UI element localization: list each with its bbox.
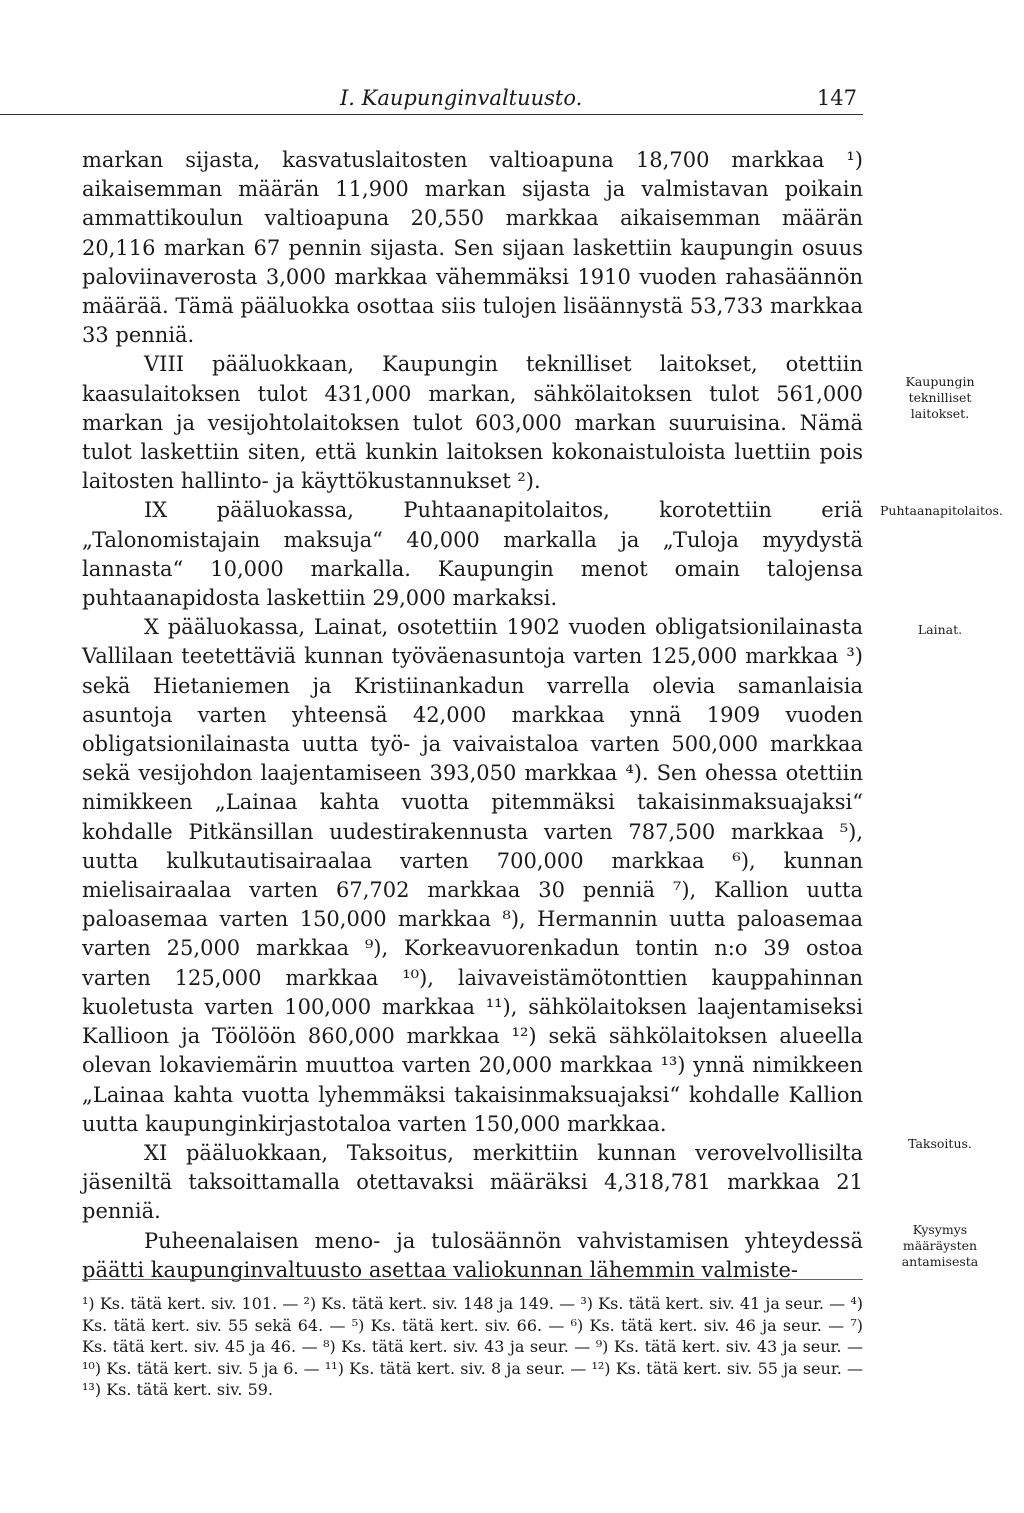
paragraph: Puheenalaisen meno- ja tulosäännön vahvistamisen yhteydessä päätti kaupunginvaltuusto asettaa valiokunnan lähemmin valmiste- bbox=[82, 1228, 863, 1282]
footnote-separator bbox=[82, 1279, 863, 1280]
page-number: 147 bbox=[816, 86, 857, 110]
page-header bbox=[82, 86, 863, 116]
paragraph: XI pääluokkaan, Taksoitus, merkittiin kunnan verovelvollisilta jäseniltä taksoittamalla otettavaksi määräksi 4,318,781 markkaa 21 penniä. bbox=[82, 1140, 863, 1224]
margin-note: Puhtaanapitolaitos. bbox=[880, 503, 1003, 518]
margin-note: Kysymys määräysten antamisesta bbox=[901, 1222, 979, 1269]
running-title: I. Kaupunginvaltuusto. bbox=[340, 86, 583, 110]
paragraph: markan sijasta, kasvatuslaitosten valtioapuna 18,700 markkaa ¹) aikaisemman määrän 11,900 markan sijasta ja valmistavan poikain ammattikoulun valtioapuna 20,550 markkaa aikaisemman määrän 20,116 markan 67 pennin sijasta. Sen sijaan laskettiin kaupungin osuus paloviinaverosta 3,000 markkaa vähemmäksi 1910 vuoden rahasäännön määrää. Tämä pääluokka osottaa siis tulojen lisäännystä 53,733 markkaa 33 penniä. bbox=[82, 148, 863, 348]
header-rule bbox=[0, 114, 863, 115]
paragraph: VIII pääluokkaan, Kaupungin teknilliset laitokset, otettiin kaasulaitoksen tulot 431,000 markan, sähkölaitoksen tulot 561,000 markan ja vesijohtolaitoksen tulot 603,000 markan suuruisina. Nämä tulot laskettiin siten, että kunkin laitoksen kokonaistuloista luettiin pois laitosten hallinto- ja käyttökustannukset ²). bbox=[82, 352, 863, 494]
margin-note: Lainat. bbox=[917, 622, 963, 637]
paragraph: X pääluokassa, Lainat, osotettiin 1902 vuoden obligatsionilainasta Vallilaan teetettäviä kunnan työväenasuntoja varten 125,000 markkaa ³) sekä Hietaniemen ja Kristiinankadun varrella olevia samanlaisia asuntoja varten yhteensä 42,000 markkaa ynnä 1909 vuoden obligatsionilainasta uutta työ- ja vaivaistaloa varten 500,000 markkaa sekä vesijohdon laajentamiseen 393,050 markkaa ⁴). Sen ohessa otettiin nimikkeen „Lainaa kahta vuotta pitemmäksi takaisinmaksuajaksi“ kohdalle Pitkänsillan uudestirakennusta varten 787,500 markkaa ⁵), uutta kulkutautisairaalaa varten 700,000 markkaa ⁶), kunnan mielisairaalaa varten 67,702 markkaa 30 penniä ⁷), Kallion uutta paloasemaa varten 150,000 markkaa ⁸), Hermannin uutta paloasemaa varten 25,000 markkaa ⁹), Korkeavuorenkadun tontin n:o 39 ostoa varten 125,000 markkaa ¹⁰), laivaveistämötonttien kauppahinnan kuoletusta varten 100,000 markkaa ¹¹), sähkölaitoksen laajentamiseksi Kallioon ja Töölöön 860,000 markkaa ¹²) sekä sähkölaitoksen alueella olevan lokaviemärin muuttoa varten 20,000 markkaa ¹³) ynnä nimikkeen „Lainaa kahta vuotta lyhemmäksi takaisinmaksuajaksi“ kohdalle Kallion uutta kaupunginkirjastotaloa varten 150,000 markkaa. bbox=[82, 615, 863, 1136]
margin-note: Taksoitus. bbox=[908, 1136, 972, 1151]
body-text bbox=[82, 146, 863, 1285]
margin-note: Kaupungin teknilliset laitokset. bbox=[905, 374, 975, 421]
footnotes: ¹) Ks. tätä kert. siv. 101. — ²) Ks. tätä kert. siv. 148 ja 149. — ³) Ks. tätä kert. siv. 41 ja seur. — ⁴) Ks. tätä kert. siv. 55 sekä 64. — ⁵) Ks. tätä kert. siv. 66. — ⁶) Ks. tätä kert. siv. 46 ja seur. — ⁷) Ks. tätä kert. siv. 45 ja 46. — ⁸) Ks. tätä kert. siv. 43 ja seur. — ⁹) Ks. tätä kert. siv. 43 ja seur. — ¹⁰) Ks. tätä kert. siv. 5 ja 6. — ¹¹) Ks. tätä kert. siv. 8 ja seur. — ¹²) Ks. tätä kert. siv. 55 ja seur. — ¹³) Ks. tätä kert. siv. 59. bbox=[82, 1294, 863, 1399]
paragraph: IX pääluokassa, Puhtaanapitolaitos, korotettiin eriä „Talonomistajain maksuja“ 40,000 markalla ja „Tuloja myydystä lannasta“ 10,000 markalla. Kaupungin menot omain talojensa puhtaanapidosta laskettiin 29,000 markaksi. bbox=[82, 498, 863, 611]
